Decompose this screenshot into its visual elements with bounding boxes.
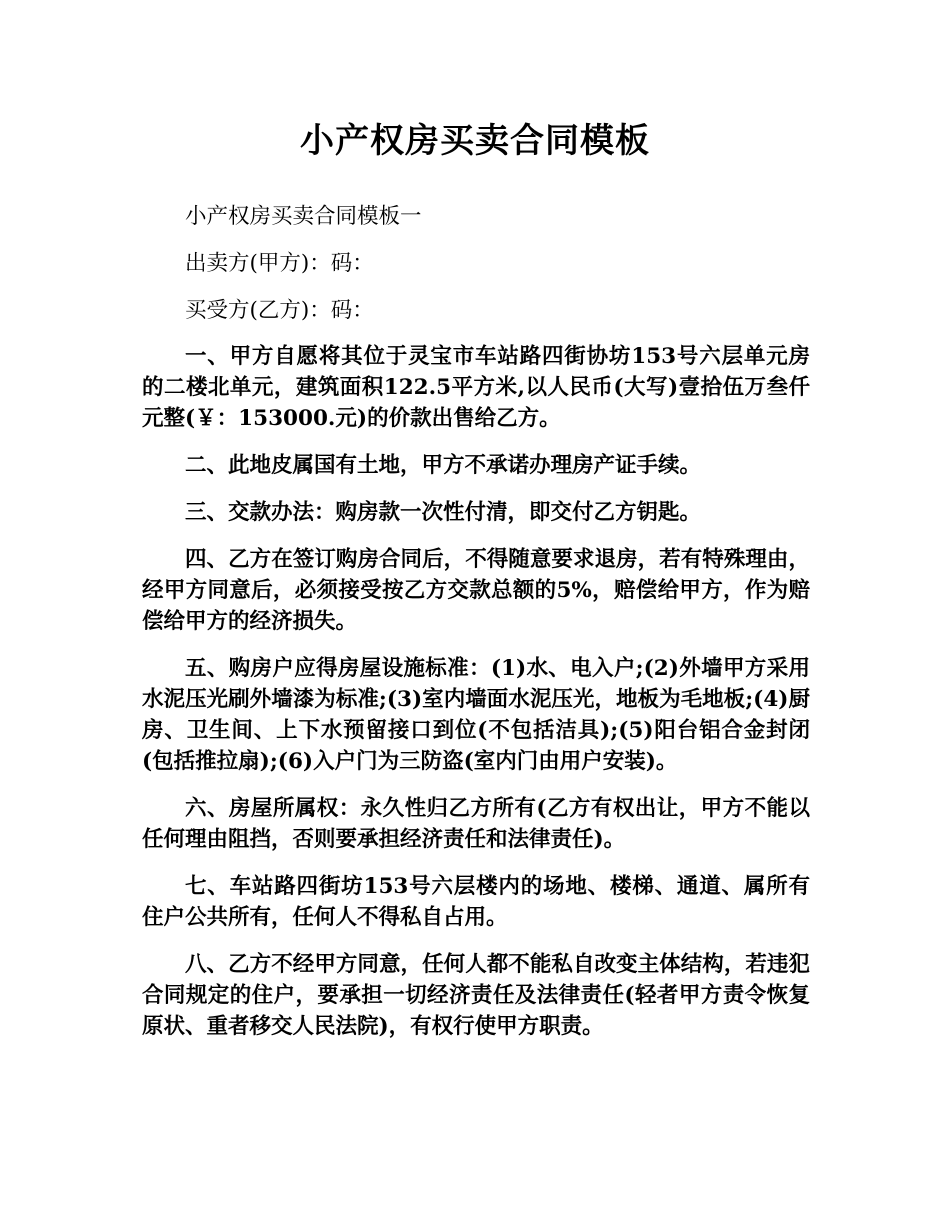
contract-subtitle: 小产权房买卖合同模板一 <box>185 204 422 229</box>
clause-7: 七、车站路四街坊153号六层楼内的场地、楼梯、通道、属所有住户公共所有，任何人不得私自占用。 <box>142 874 810 930</box>
clause-1: 一、甲方自愿将其位于灵宝市车站路四街协坊153号六层单元房的二楼北单元，建筑面积122.5平方米,以人民币(大写)壹拾伍万叁仟元整(￥：153000.元)的价款出售给乙方。 <box>142 344 810 431</box>
clause-8: 八、乙方不经甲方同意，任何人都不能私自改变主体结构，若违犯合同规定的住户，要承担一切经济责任及法律责任(轻者甲方责令恢复原状、重者移交人民法院)，有权行使甲方职责。 <box>142 952 810 1039</box>
clause-4: 四、乙方在签订购房合同后，不得随意要求退房，若有特殊理由，经甲方同意后，必须接受按乙方交款总额的5%，赔偿给甲方，作为赔偿给甲方的经济损失。 <box>142 547 810 634</box>
clause-2: 二、此地皮属国有土地，甲方不承诺办理房产证手续。 <box>185 453 702 478</box>
clause-5: 五、购房户应得房屋设施标准：(1)水、电入户;(2)外墙甲方采用水泥压光刷外墙漆为标准;(3)室内墙面水泥压光，地板为毛地板;(4)厨房、卫生间、上下水预留接口到位(不包括洁具);(5)阳台铝合金封闭(包括推拉扇);(6)入户门为三防盗(室内门由用户安装)。 <box>142 656 810 774</box>
buyer-line: 买受方(乙方)：码： <box>185 298 374 323</box>
clause-3: 三、交款办法：购房款一次性付清，即交付乙方钥匙。 <box>185 500 702 525</box>
clause-6: 六、房屋所属权：永久性归乙方所有(乙方有权出让，甲方不能以任何理由阻挡，否则要承担经济责任和法律责任)。 <box>142 796 810 852</box>
seller-line: 出卖方(甲方)：码： <box>185 251 374 276</box>
document-title: 小产权房买卖合同模板 <box>300 121 650 161</box>
document-body <box>142 200 810 1058</box>
